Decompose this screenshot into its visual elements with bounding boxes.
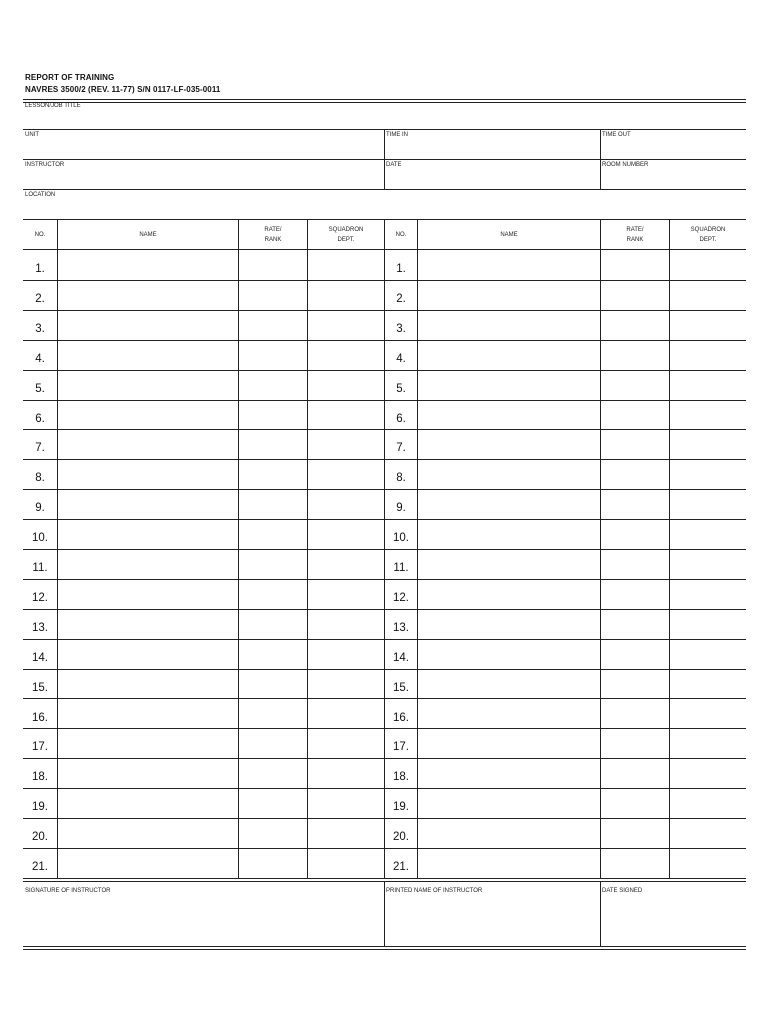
lesson-title-field[interactable]: [23, 104, 746, 129]
row-number-right: 1.: [396, 263, 406, 275]
date-field[interactable]: [385, 160, 600, 189]
form-title-block: [25, 72, 220, 96]
squadron-dept-cell[interactable]: [308, 580, 383, 608]
name-cell[interactable]: [58, 849, 237, 877]
row-number-right: 4.: [396, 352, 406, 365]
row-number-right: 15.: [393, 681, 409, 694]
time-out-field[interactable]: [601, 130, 746, 159]
rate-rank-cell[interactable]: [601, 610, 668, 638]
rate-rank-cell[interactable]: [601, 281, 668, 309]
row-number-right: 5.: [396, 382, 406, 395]
name-cell[interactable]: [58, 640, 237, 668]
location-field[interactable]: [23, 190, 746, 219]
name-cell[interactable]: [58, 700, 237, 728]
name-cell[interactable]: [418, 430, 599, 458]
row-number-right: 19.: [393, 801, 409, 814]
row-number-left: 12.: [32, 591, 48, 604]
row-number-left: 8.: [35, 472, 45, 485]
name-cell[interactable]: [58, 371, 237, 399]
row-number-left: 13.: [32, 621, 48, 634]
name-cell[interactable]: [58, 311, 237, 339]
row-number-right: 6.: [396, 412, 406, 425]
col-squadron-left: [308, 225, 384, 245]
name-cell[interactable]: [58, 550, 237, 578]
squadron-dept-cell[interactable]: [670, 430, 745, 458]
name-cell[interactable]: [58, 341, 237, 369]
name-cell[interactable]: [418, 610, 599, 638]
unit-label: UNIT: [25, 132, 39, 138]
name-cell[interactable]: [418, 789, 599, 817]
col-no-right: NO.: [395, 232, 407, 238]
room-number-label: ROOM NUMBER: [602, 162, 649, 168]
signature-field[interactable]: [23, 882, 384, 946]
squadron-dept-cell[interactable]: [308, 520, 383, 548]
squadron-dept-cell[interactable]: [308, 670, 383, 698]
row-number-left: 7.: [35, 442, 45, 455]
name-cell[interactable]: [418, 849, 599, 877]
bottom-rule-bottom: [23, 949, 746, 950]
rate-rank-cell[interactable]: [601, 849, 668, 877]
row-number-right: 8.: [396, 472, 406, 485]
row-number-left: 19.: [32, 801, 48, 814]
rate-rank-cell[interactable]: [239, 460, 306, 488]
squadron-dept-cell[interactable]: [670, 550, 745, 578]
rate-rank-cell[interactable]: [601, 819, 668, 847]
rate-rank-cell[interactable]: [601, 759, 668, 787]
rate-rank-cell[interactable]: [601, 371, 668, 399]
col-squadron-right-line1: SQUADRON: [690, 227, 726, 233]
squadron-dept-cell[interactable]: [308, 729, 383, 757]
name-cell[interactable]: [418, 520, 599, 548]
rate-rank-cell[interactable]: [601, 251, 668, 279]
squadron-dept-cell[interactable]: [308, 640, 383, 668]
rate-rank-cell[interactable]: [239, 729, 306, 757]
col-rate-left: [239, 225, 307, 245]
squadron-dept-cell[interactable]: [308, 430, 383, 458]
row-number-right: 9.: [396, 502, 406, 515]
rate-rank-cell[interactable]: [239, 580, 306, 608]
footer-divider-1: [384, 881, 385, 947]
name-cell[interactable]: [58, 281, 237, 309]
printed-name-field[interactable]: [385, 882, 600, 946]
name-cell[interactable]: [58, 460, 237, 488]
rate-rank-cell[interactable]: [239, 759, 306, 787]
squadron-dept-cell[interactable]: [670, 341, 745, 369]
location-label: LOCATION: [25, 192, 56, 198]
time-in-label: TIME IN: [386, 132, 408, 138]
name-cell[interactable]: [418, 700, 599, 728]
squadron-dept-cell[interactable]: [670, 819, 745, 847]
rate-rank-cell[interactable]: [239, 401, 306, 429]
row-number-left: 15.: [32, 681, 48, 694]
squadron-dept-cell[interactable]: [670, 490, 745, 518]
date-label: DATE: [386, 162, 402, 168]
row-number-left: 5.: [35, 382, 45, 395]
squadron-dept-cell[interactable]: [308, 401, 383, 429]
name-cell[interactable]: [418, 819, 599, 847]
name-cell[interactable]: [418, 281, 599, 309]
rate-rank-cell[interactable]: [239, 819, 306, 847]
rate-rank-cell[interactable]: [239, 550, 306, 578]
squadron-dept-cell[interactable]: [308, 610, 383, 638]
signature-label: SIGNATURE OF INSTRUCTOR: [25, 888, 111, 894]
rate-rank-cell[interactable]: [239, 430, 306, 458]
row-number-right: 17.: [393, 741, 409, 754]
title-rule-top: [23, 99, 746, 100]
row-number-right: 21.: [393, 861, 409, 873]
unit-field[interactable]: [23, 130, 384, 159]
name-cell[interactable]: [58, 251, 237, 279]
rate-rank-cell[interactable]: [239, 700, 306, 728]
squadron-dept-cell[interactable]: [308, 341, 383, 369]
time-out-label: TIME OUT: [602, 132, 631, 138]
rate-rank-cell[interactable]: [601, 430, 668, 458]
rate-rank-cell[interactable]: [601, 640, 668, 668]
rate-rank-cell[interactable]: [239, 520, 306, 548]
squadron-dept-cell[interactable]: [308, 311, 383, 339]
col-rate-left-line2: RANK: [264, 237, 282, 243]
squadron-dept-cell[interactable]: [670, 311, 745, 339]
form-title: REPORT OF TRAINING: [25, 73, 115, 82]
name-cell[interactable]: [418, 640, 599, 668]
squadron-dept-cell[interactable]: [670, 700, 745, 728]
row-number-left: 20.: [32, 831, 48, 844]
col-squadron-right-line2: DEPT.: [699, 237, 717, 243]
row-number-left: 6.: [35, 412, 45, 425]
rate-rank-cell[interactable]: [601, 341, 668, 369]
instructor-field[interactable]: [23, 160, 384, 189]
col-squadron-right: [670, 225, 746, 245]
row-number-left: 17.: [32, 741, 48, 754]
name-cell[interactable]: [58, 819, 237, 847]
name-cell[interactable]: [418, 729, 599, 757]
printed-name-label: PRINTED NAME OF INSTRUCTOR: [386, 888, 483, 894]
squadron-dept-cell[interactable]: [308, 759, 383, 787]
name-cell[interactable]: [418, 550, 599, 578]
name-cell[interactable]: [58, 759, 237, 787]
name-cell[interactable]: [58, 789, 237, 817]
name-cell[interactable]: [418, 311, 599, 339]
squadron-dept-cell[interactable]: [308, 789, 383, 817]
name-cell[interactable]: [58, 490, 237, 518]
name-cell[interactable]: [58, 401, 237, 429]
squadron-dept-cell[interactable]: [670, 401, 745, 429]
rate-rank-cell[interactable]: [239, 341, 306, 369]
row-number-left: 3.: [35, 322, 45, 335]
name-cell[interactable]: [58, 610, 237, 638]
rate-rank-cell[interactable]: [601, 550, 668, 578]
time-in-field[interactable]: [385, 130, 600, 159]
squadron-dept-cell[interactable]: [308, 251, 383, 279]
name-cell[interactable]: [418, 251, 599, 279]
name-cell[interactable]: [58, 729, 237, 757]
bottom-rule-top: [23, 946, 746, 947]
squadron-dept-cell[interactable]: [670, 759, 745, 787]
row-number-left: 2.: [35, 292, 45, 305]
row-number-right: 7.: [396, 442, 406, 455]
instructor-label: INSTRUCTOR: [25, 162, 65, 168]
name-cell[interactable]: [418, 460, 599, 488]
rate-rank-cell[interactable]: [601, 401, 668, 429]
rate-rank-cell[interactable]: [239, 311, 306, 339]
squadron-dept-cell[interactable]: [308, 281, 383, 309]
name-cell[interactable]: [418, 580, 599, 608]
rate-rank-cell[interactable]: [239, 789, 306, 817]
row-number-right: 18.: [393, 771, 409, 784]
squadron-dept-cell[interactable]: [308, 819, 383, 847]
squadron-dept-cell[interactable]: [308, 460, 383, 488]
footer-rule-top: [23, 878, 746, 879]
rate-rank-cell[interactable]: [601, 460, 668, 488]
rate-rank-cell[interactable]: [239, 490, 306, 518]
squadron-dept-cell[interactable]: [670, 460, 745, 488]
row-number-left: 16.: [32, 711, 48, 724]
row-number-left: 18.: [32, 771, 48, 784]
name-cell[interactable]: [58, 580, 237, 608]
squadron-dept-cell[interactable]: [308, 371, 383, 399]
row-number-left: 4.: [35, 352, 45, 365]
row-number-left: 11.: [32, 562, 48, 574]
name-cell[interactable]: [58, 520, 237, 548]
squadron-dept-cell[interactable]: [308, 849, 383, 877]
col-rate-right-line2: RANK: [626, 237, 644, 243]
row-number-right: 12.: [393, 591, 409, 604]
rate-rank-cell[interactable]: [239, 281, 306, 309]
col-no-left: NO.: [34, 232, 46, 238]
name-cell[interactable]: [58, 670, 237, 698]
rate-rank-cell[interactable]: [601, 490, 668, 518]
squadron-dept-cell[interactable]: [670, 670, 745, 698]
rate-rank-cell[interactable]: [601, 700, 668, 728]
row-number-right: 2.: [396, 292, 406, 305]
col-squadron-left-line2: DEPT.: [337, 237, 355, 243]
title-rule-bottom: [23, 102, 746, 103]
date-signed-field[interactable]: [601, 882, 746, 946]
rate-rank-cell[interactable]: [601, 580, 668, 608]
name-cell[interactable]: [418, 759, 599, 787]
row-number-left: 10.: [32, 532, 48, 545]
row-number-right: 10.: [393, 532, 409, 545]
squadron-dept-cell[interactable]: [670, 849, 745, 877]
squadron-dept-cell[interactable]: [670, 520, 745, 548]
rate-rank-cell[interactable]: [239, 670, 306, 698]
rate-rank-cell[interactable]: [239, 849, 306, 877]
col-squadron-left-line1: SQUADRON: [328, 227, 364, 233]
rate-rank-cell[interactable]: [601, 670, 668, 698]
date-signed-label: DATE SIGNED: [602, 888, 643, 894]
squadron-dept-cell[interactable]: [670, 371, 745, 399]
rate-rank-cell[interactable]: [239, 640, 306, 668]
squadron-dept-cell[interactable]: [308, 550, 383, 578]
form-number: NAVRES 3500/2 (REV. 11-77) S/N 0117-LF-035-0011: [25, 85, 221, 94]
squadron-dept-cell[interactable]: [308, 700, 383, 728]
col-rate-right-line1: RATE/: [626, 227, 644, 233]
rate-rank-cell[interactable]: [601, 520, 668, 548]
row-number-right: 11.: [393, 562, 409, 574]
name-cell[interactable]: [418, 670, 599, 698]
rate-rank-cell[interactable]: [601, 729, 668, 757]
squadron-dept-cell[interactable]: [670, 580, 745, 608]
row-number-right: 16.: [393, 711, 409, 724]
room-number-field[interactable]: [601, 160, 746, 189]
col-rate-left-line1: RATE/: [264, 227, 282, 233]
name-cell[interactable]: [58, 430, 237, 458]
lesson-title-label: LESSON/JOB TITLE: [25, 103, 81, 109]
squadron-dept-cell[interactable]: [670, 281, 745, 309]
row-number-right: 20.: [393, 831, 409, 844]
squadron-dept-cell[interactable]: [670, 789, 745, 817]
row-number-right: 14.: [393, 651, 409, 664]
rate-rank-cell[interactable]: [601, 789, 668, 817]
col-name-left: NAME: [139, 232, 157, 238]
row-number-right: 3.: [396, 322, 406, 335]
squadron-dept-cell[interactable]: [670, 729, 745, 757]
squadron-dept-cell[interactable]: [308, 490, 383, 518]
name-cell[interactable]: [418, 401, 599, 429]
row-number-left: 1.: [35, 263, 45, 275]
rate-rank-cell[interactable]: [601, 311, 668, 339]
rate-rank-cell[interactable]: [239, 251, 306, 279]
col-rate-right: [601, 225, 669, 245]
row-number-left: 14.: [32, 651, 48, 664]
name-cell[interactable]: [418, 341, 599, 369]
row-number-left: 9.: [35, 502, 45, 515]
row-number-right: 13.: [393, 621, 409, 634]
rate-rank-cell[interactable]: [239, 610, 306, 638]
name-cell[interactable]: [418, 490, 599, 518]
rate-rank-cell[interactable]: [239, 371, 306, 399]
footer-divider-2: [600, 881, 601, 947]
name-cell[interactable]: [418, 371, 599, 399]
row-number-left: 21.: [32, 861, 48, 873]
squadron-dept-cell[interactable]: [670, 610, 745, 638]
squadron-dept-cell[interactable]: [670, 251, 745, 279]
squadron-dept-cell[interactable]: [670, 640, 745, 668]
col-name-right: NAME: [500, 232, 518, 238]
